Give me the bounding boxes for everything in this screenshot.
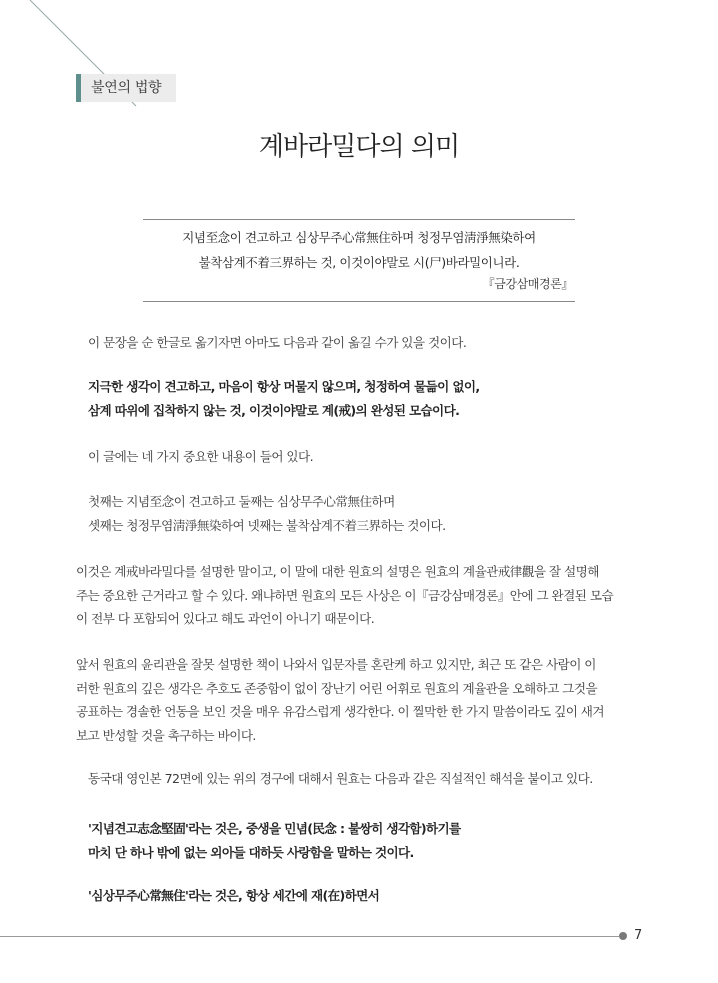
paragraph-line: 마치 단 하나 밖에 없는 외아들 대하듯 사랑함을 말하는 것이다. [88, 844, 414, 860]
paragraph-line: 삼계 따위에 집착하지 않는 것, 이것이야말로 계(戒)의 완성된 모습이다. [88, 402, 460, 418]
paragraph-line: '지념견고志念堅固'라는 것은, 중생을 민념(民念 : 불쌍히 생각함)하기를 [88, 821, 461, 836]
paragraph-line: 이 글에는 네 가지 중요한 내용이 들어 있다. [88, 449, 314, 464]
paragraph-line: 이 전부 다 포함되어 있다고 해도 과언이 아니기 때문이다. [76, 611, 375, 627]
paragraph-commentary-2 [88, 884, 660, 908]
paragraph-line: 셋째는 청정무염淸淨無染하여 넷째는 불착삼계不着三界하는 것이다. [88, 517, 446, 533]
paragraph-criticism [76, 653, 660, 747]
paragraph-line: 러한 원효의 깊은 생각은 추호도 존중함이 없이 장난기 어린 어휘로 원효의 계율관을 오해하고 그것을 [76, 680, 598, 696]
section-tag: 불연의 법향 [76, 74, 176, 102]
paragraph-translation [88, 375, 660, 422]
paragraph-four-points [88, 490, 660, 537]
paragraph-four-points-intro [88, 445, 660, 469]
paragraph-line: 지극한 생각이 견고하고, 마음이 항상 머물지 않으며, 청정하여 물듦이 없이, [88, 379, 480, 394]
quote-line-2: 불착삼계不着三界하는 것, 이것이야말로 시(尸)바라밀이니라. [198, 255, 520, 270]
paragraph-line: '심상무주心常無住'라는 것은, 항상 세간에 재(在)하면서 [88, 888, 380, 903]
paragraph-line: 이 문장을 순 한글로 옮기자면 아마도 다음과 같이 옮길 수가 있을 것이다. [88, 335, 467, 350]
footer-dot-icon [619, 932, 627, 940]
footer-rule [0, 936, 619, 937]
page-number: 7 [634, 928, 643, 943]
page-title: 계바라밀다의 의미 [258, 132, 460, 162]
paragraph-line: 주는 중요한 근거라고 할 수 있다. 왜냐하면 원효의 모든 사상은 이『금강삼매경론』안에 그 완결된 모습 [76, 587, 614, 603]
paragraph-line: 보고 반성할 것을 촉구하는 바이다. [76, 727, 256, 743]
paragraph-line: 이것은 계戒바라밀다를 설명한 말이고, 이 말에 대한 원효의 설명은 원효의 계율관戒律觀을 잘 설명해 [76, 564, 599, 579]
paragraph-commentary-1 [88, 817, 660, 864]
paragraph-line: 공표하는 경솔한 언동을 보인 것을 매우 유감스럽게 생각한다. 이 찔막한 한 가지 말씀이라도 깊이 새겨 [76, 704, 605, 720]
paragraph-commentary-intro [88, 767, 660, 791]
quote-source: 『금강삼매경론』 [482, 277, 573, 291]
paragraph-line: 첫째는 지념至念이 견고하고 둘째는 심상무주心常無住하며 [88, 494, 395, 509]
paragraph-line: 앞서 원효의 윤리관을 잘못 설명한 책이 나와서 입문자를 혼란케 하고 있지만, 최근 또 같은 사람이 이 [76, 657, 596, 672]
quote-box [143, 219, 575, 302]
quote-line-1: 지념至念이 견고하고 심상무주心常無住하며 청정무염淸淨無染하여 [182, 230, 536, 245]
paragraph-significance [76, 560, 660, 631]
paragraph-translation-intro [88, 331, 660, 355]
paragraph-line: 동국대 영인본 72면에 있는 위의 경구에 대해서 원효는 다음과 같은 직설적인 해석을 붙이고 있다. [88, 771, 593, 786]
